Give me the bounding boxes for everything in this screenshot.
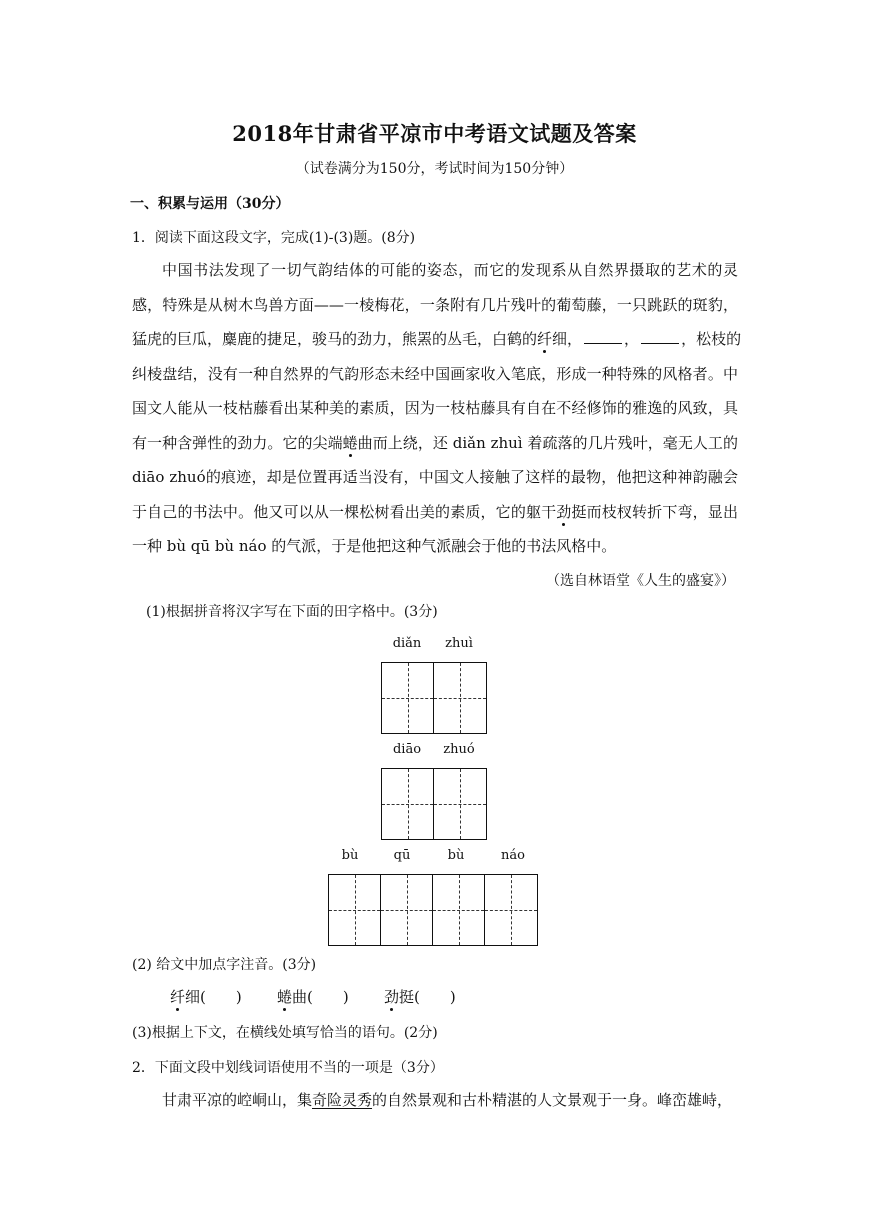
passage-line: 一种 bù qū bù náo 的气派，于是他把这种气派融会于他的书法风格中。 (132, 537, 617, 555)
pinyin-label: diāo (392, 742, 422, 757)
writing-grid-1 (381, 662, 487, 734)
writing-grid-3 (328, 874, 538, 946)
grid-cell[interactable] (381, 875, 433, 945)
pinyin-label: diǎn (392, 636, 422, 651)
question-1-prompt: 1．阅读下面这段文字，完成(1)-(3)题。(8分) (132, 230, 416, 246)
writing-grid-2 (381, 768, 487, 840)
grid-cell[interactable] (382, 663, 434, 733)
fill-blank-2[interactable] (641, 329, 679, 344)
grid-cell[interactable] (329, 875, 381, 945)
source-citation: （选自林语堂《人生的盛宴》） (546, 573, 735, 589)
passage-line: diāo zhuó的痕迹，却是位置再适当没有，中国文人接触了这样的最物，他把这种神韵融会 (132, 468, 738, 486)
passage-line: 纠棱盘结，没有一种自然界的气韵形态未经中国画家收入笔底，形成一种特殊的风格者。中 (132, 364, 738, 383)
exam-info: （试卷满分为150分，考试时间为150分钟） (295, 161, 574, 177)
sub-question-2: (2) 给文中加点字注音。(3分) (132, 957, 317, 973)
passage-line: 国文人能从一枝枯藤看出某种美的素质，因为一枝枯藤具有自在不经修饰的雅逸的风致，具 (132, 399, 738, 417)
sub-question-3: (3)根据上下文，在横线处填写恰当的语句。(2分) (132, 1025, 438, 1041)
dotted-char: 蜷 (342, 433, 358, 452)
pinyin-label: zhuì (445, 636, 473, 651)
question-2-prompt: 2．下面文段中划线词语使用不当的一项是（3分） (132, 1060, 444, 1076)
passage-line: 中国书法发现了一切气韵结体的可能的姿态，而它的发现系从自然界摄取的艺术的灵 (162, 261, 738, 279)
sub-question-1: (1)根据拼音将汉字写在下面的田字格中。(3分) (146, 604, 438, 620)
fill-blank-1[interactable] (584, 329, 622, 344)
pinyin-label: qū (393, 848, 411, 863)
pinyin-label: náo (501, 848, 525, 863)
pinyin-label: bù (341, 848, 359, 863)
grid-cell[interactable] (433, 875, 485, 945)
pinyin-label: bù (447, 848, 465, 863)
section-heading: 一、积累与运用（30分） (130, 196, 290, 212)
annotation-item-3: 劲挺( ) (384, 988, 456, 1006)
question-2-passage: 甘肃平凉的崆峒山，集奇险灵秀的自然景观和古朴精湛的人文景观于一身。峰峦雄峙， (162, 1091, 733, 1109)
grid-cell[interactable] (485, 875, 537, 945)
passage-line: 于自己的书法中。他又可以从一棵松树看出美的素质，它的躯干劲挺而枝杈转折下弯，显出 (132, 502, 738, 521)
reading-passage-cont (132, 288, 742, 564)
annotation-item-2: 蜷曲( ) (277, 988, 349, 1006)
passage-line: 猛虎的巨瓜，麋鹿的捷足，骏马的劲力，熊罴的丛毛，白鹤的纤细， ， ，松枝的 (132, 330, 742, 348)
passage-line: 有一种含弹性的劲力。它的尖端蜷曲而上绕，还 diǎn zhuì 着疏落的几片残叶，毫无人工的 (132, 433, 738, 452)
grid-cell[interactable] (434, 663, 486, 733)
dotted-char: 劲 (556, 502, 572, 521)
reading-passage (132, 253, 738, 288)
underlined-phrase: 奇险灵秀 (312, 1091, 373, 1109)
grid-cell[interactable] (382, 769, 434, 839)
page-title: 2018年甘肃省平凉市中考语文试题及答案 (232, 121, 637, 146)
grid-cell[interactable] (434, 769, 486, 839)
annotation-item-1: 纤细( ) (170, 988, 242, 1006)
dotted-char: 纤 (537, 330, 553, 348)
passage-line: 感，特殊是从树木鸟兽方面——一棱梅花，一条附有几片残叶的葡萄藤，一只跳跃的斑豹， (132, 295, 738, 314)
pinyin-label: zhuó (443, 742, 475, 757)
